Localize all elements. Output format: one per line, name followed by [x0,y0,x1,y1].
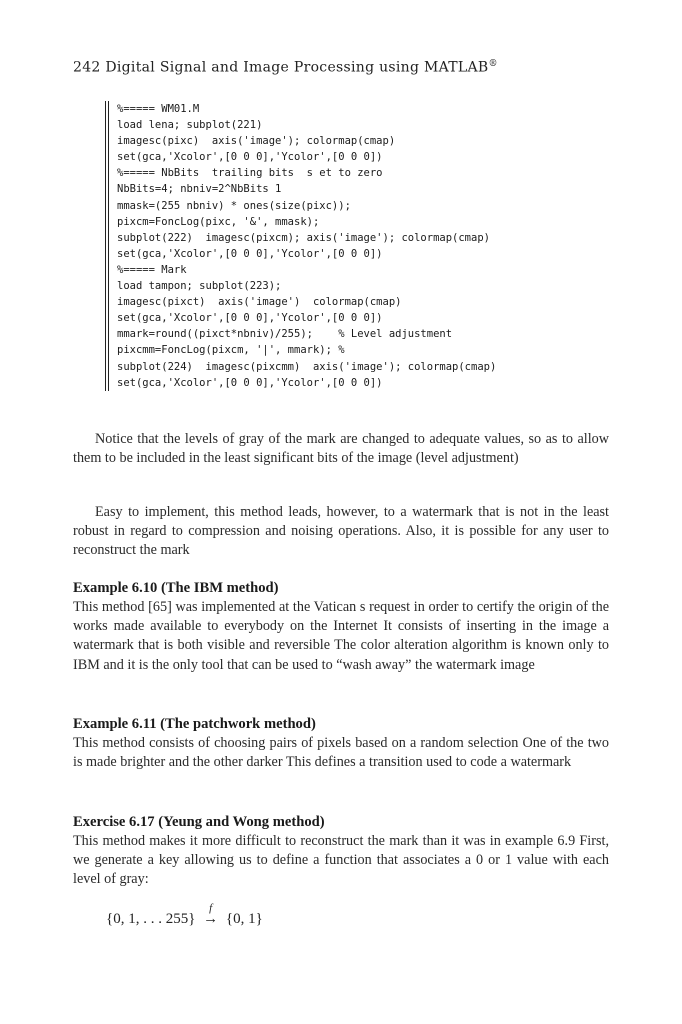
example-6-11 [73,714,609,772]
formula-domain: {0, 1, . . . 255} [106,911,196,927]
example-6-10-body: This method [65] was implemented at the Vatican s request in order to certify the origin of the works made available to everybody on the Internet It consists of inserting in the image a watermark that is both visible and reversible The color alteration algorithm is known only to IBM and it is the only tool that can be used to “wash away” the watermark image [73,599,609,673]
code-line: mmark=round((pixct*nbniv)/255); % Level adjustment [117,328,453,341]
code-line: subplot(222) imagesc(pixcm); axis('image'); colormap(cmap) [117,231,490,244]
example-6-10-title: Example 6.10 (The IBM method) [73,580,279,596]
code-line: load lena; subplot(221) [117,119,263,132]
exercise-6-17-title: Exercise 6.17 (Yeung and Wong method) [73,814,325,830]
code-line: imagesc(pixc) axis('image'); colormap(cmap) [117,135,396,148]
code-line: set(gca,'Xcolor',[0 0 0],'Ycolor',[0 0 0]) [117,151,383,164]
registered-mark: ® [488,59,498,69]
paragraph-level-adjustment: Notice that the levels of gray of the mark are changed to adequate values, so as to allow them to be included in the least significant bits of the image (level adjustment) [73,431,609,467]
exercise-6-17-body: This method makes it more difficult to reconstruct the mark than it was in example 6.9 First, we generate a key allowing us to define a function that associates a 0 or 1 value with each level of gray: [73,833,609,888]
formula-arrow [199,902,222,928]
code-line: load tampon; subplot(223); [117,280,282,293]
code-line: pixcm=FoncLog(pixc, '&', mmask); [117,215,320,228]
matlab-code-listing [105,101,637,391]
code-line: set(gca,'Xcolor',[0 0 0],'Ycolor',[0 0 0]) [117,376,383,389]
example-6-11-body: This method consists of choosing pairs of pixels based on a random selection One of the two is made brighter and the other darker This defines a transition used to code a watermark [73,735,609,771]
code-line: %===== WM01.M [117,103,200,115]
running-head-text: 242 Digital Signal and Image Processing using MATLAB [73,59,489,76]
code-line: mmask=(255 nbniv) * ones(size(pixc)); [117,199,351,212]
paragraph-easy-to-implement: Easy to implement, this method leads, however, to a watermark that is not in the least robust in regard to compression and noising operations. Also, it is possible for any user to reconstruct the mark [73,504,609,559]
code-line: %===== NbBits trailing bits s et to zero [117,167,383,180]
code-line: set(gca,'Xcolor',[0 0 0],'Ycolor',[0 0 0]) [117,247,383,260]
code-line: NbBits=4; nbniv=2^NbBits 1 [117,183,282,196]
example-6-10 [73,578,609,675]
formula-codomain: {0, 1} [225,911,263,927]
code-line: %===== Mark [117,263,187,276]
code-line: subplot(224) imagesc(pixcmm) axis('image'); colormap(cmap) [117,360,497,373]
formula-function-label: f [209,902,213,914]
code-line: set(gca,'Xcolor',[0 0 0],'Ycolor',[0 0 0]) [117,312,383,325]
mapping-formula [106,902,263,928]
code-line: imagesc(pixct) axis('image') colormap(cmap) [117,296,402,309]
running-head [73,59,633,76]
example-6-11-title: Example 6.11 (The patchwork method) [73,716,316,732]
arrow-icon: → [203,911,219,927]
code-line: pixcmm=FoncLog(pixcm, '|', mmark); % [117,344,345,357]
exercise-6-17 [73,812,609,890]
